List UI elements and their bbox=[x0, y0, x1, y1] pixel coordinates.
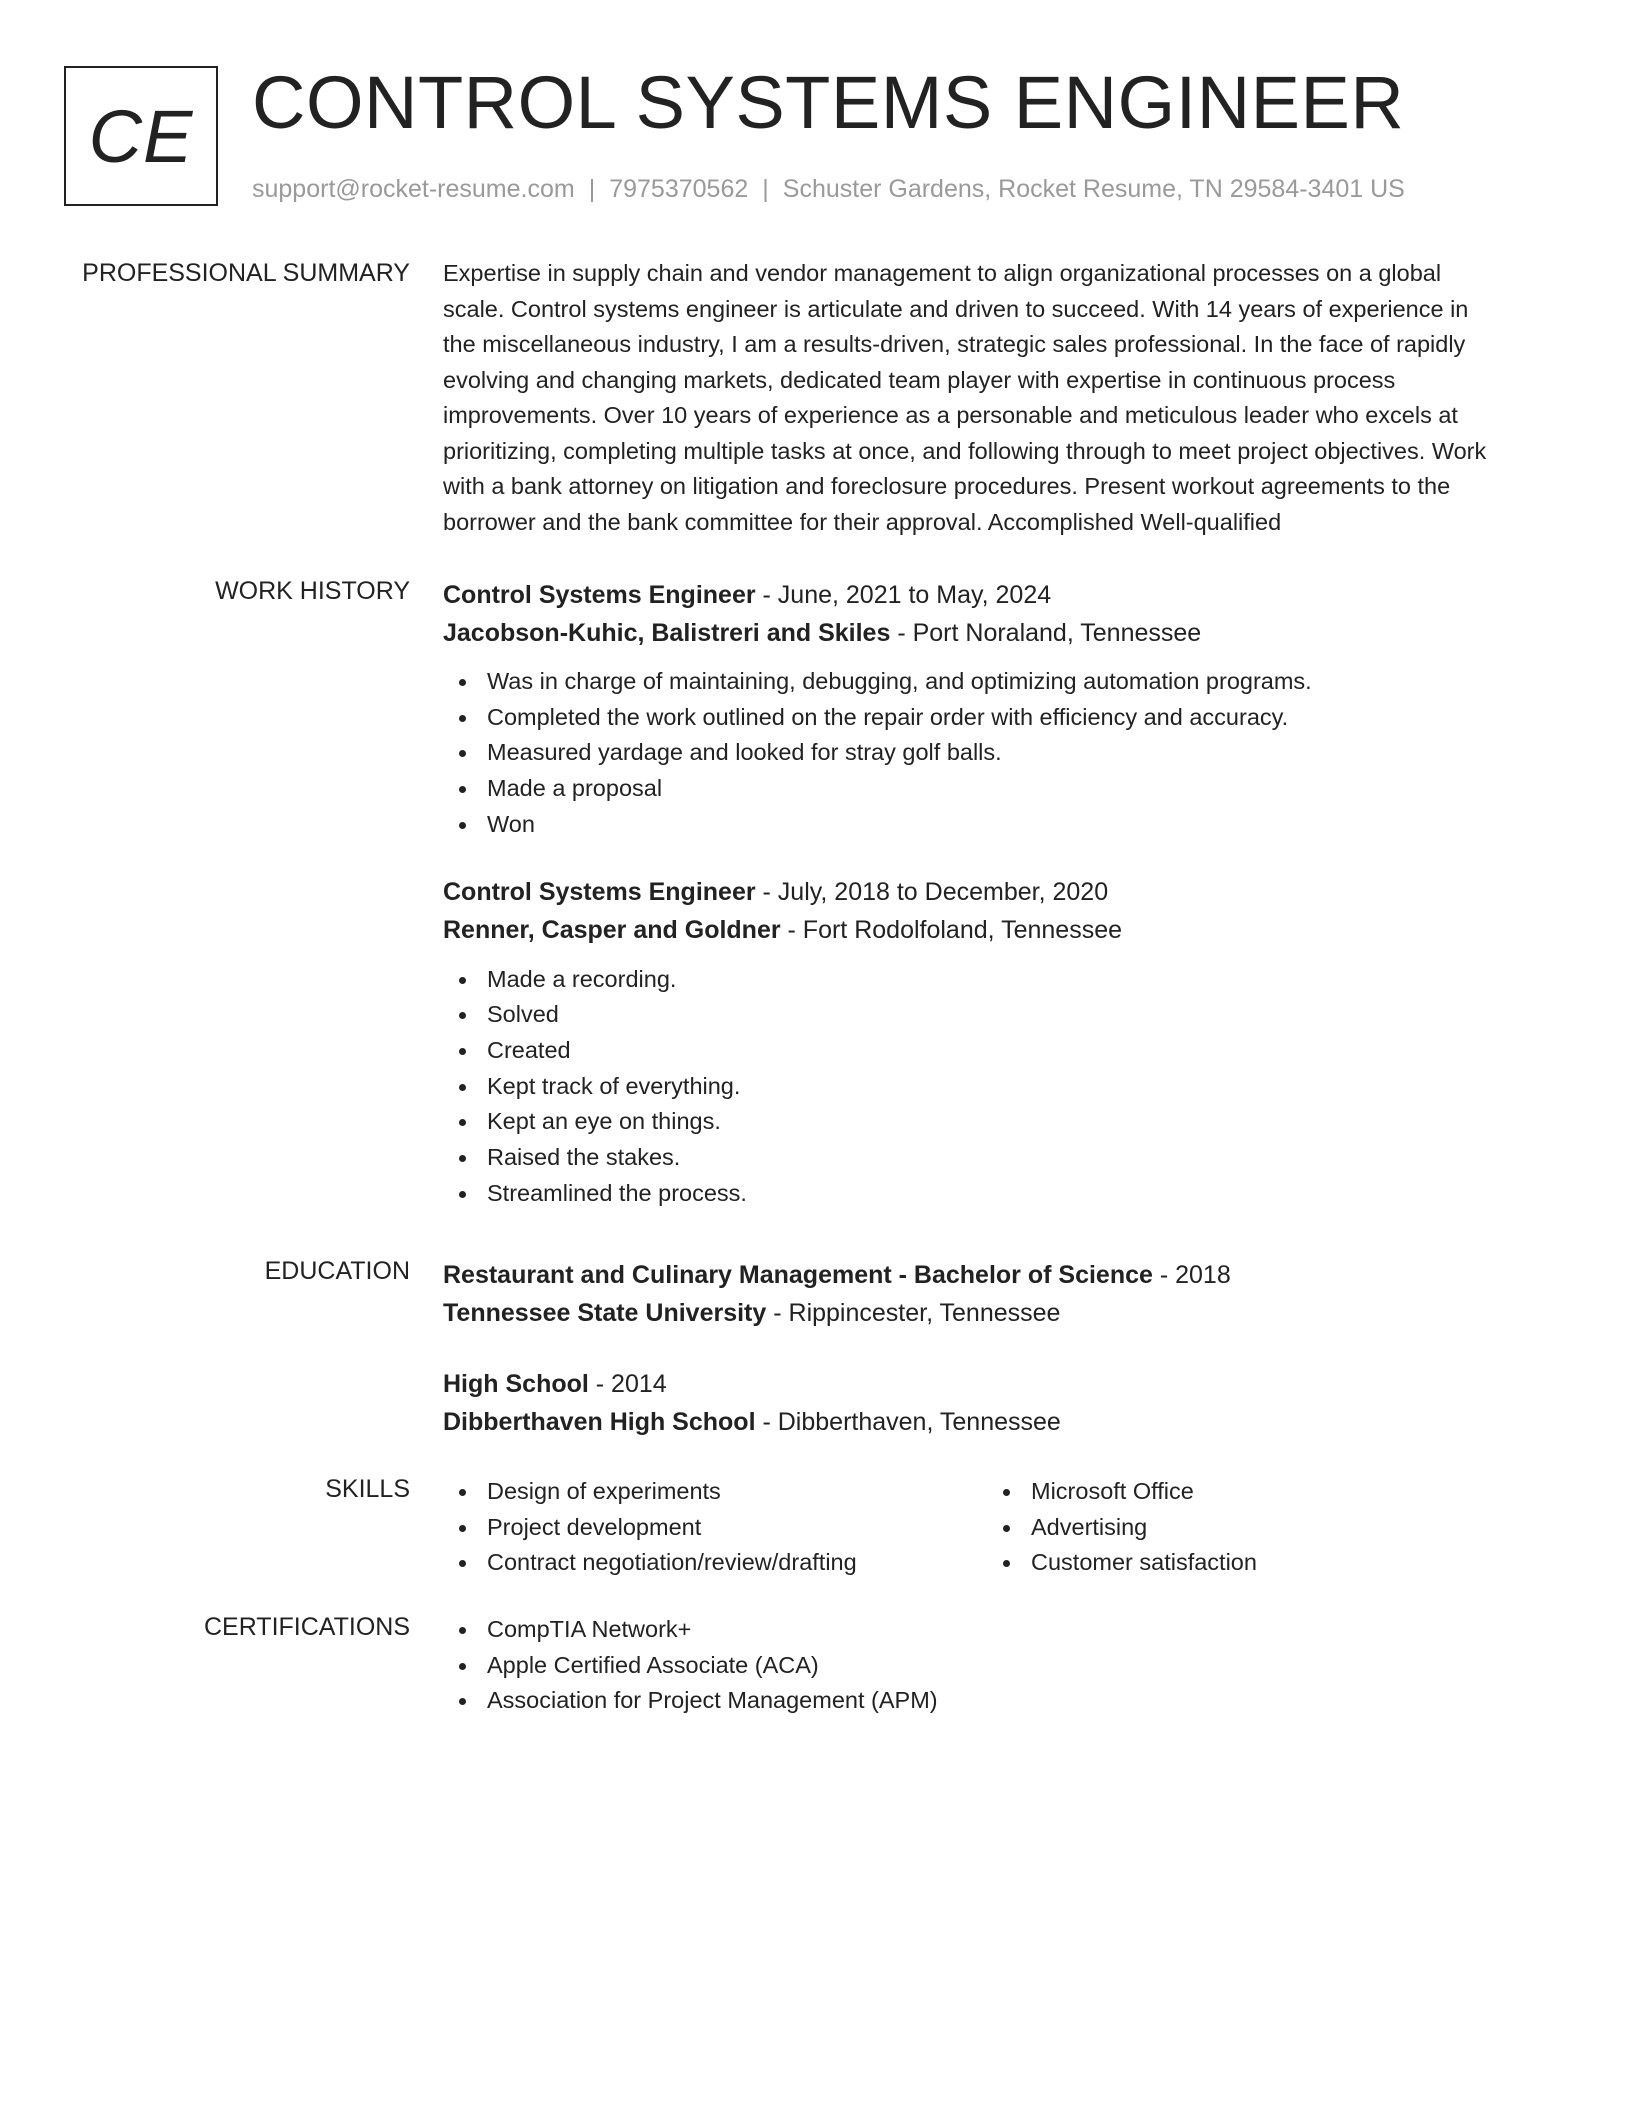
job-dates: - June, 2021 to May, 2024 bbox=[755, 581, 1052, 609]
skill-item: Microsoft Office bbox=[987, 1474, 1257, 1510]
job-location: - Fort Rodolfoland, Tennessee bbox=[780, 915, 1122, 944]
section-label-skills: SKILLS bbox=[325, 1475, 410, 1503]
work-history-body bbox=[443, 576, 1553, 1211]
education-degree: Restaurant and Culinary Management - Bachelor of Science bbox=[443, 1261, 1153, 1289]
job-dates: - July, 2018 to December, 2020 bbox=[755, 877, 1109, 906]
job-bullet: Measured yardage and looked for stray golf balls. bbox=[443, 735, 1553, 771]
contact-phone: 7975370562 bbox=[609, 175, 749, 203]
skill-item: Customer satisfaction bbox=[987, 1545, 1257, 1581]
job-bullet: Made a proposal bbox=[443, 771, 1553, 807]
summary-line: evolving and changing markets, dedicated team player with expertise in continuous process bbox=[443, 366, 1396, 393]
contact-address: Schuster Gardens, Rocket Resume, TN 29584-3401 US bbox=[782, 175, 1405, 203]
summary-line: prioritizing, completing multiple tasks at once, and following through to meet project objectives. Work bbox=[443, 437, 1487, 464]
job-bullet: Made a recording. bbox=[443, 962, 1553, 998]
education-entry bbox=[443, 1365, 1553, 1441]
job-location: - Port Noraland, Tennessee bbox=[890, 619, 1202, 647]
summary-line: with a bank attorney on litigation and foreclosure procedures. Present workout agreements to the bbox=[443, 473, 1451, 499]
job-title-line bbox=[443, 576, 1553, 614]
education-location: - Dibberthaven, Tennessee bbox=[755, 1408, 1061, 1436]
summary-line: the miscellaneous industry, I am a results-driven, strategic sales professional. In the face of rapidly bbox=[443, 331, 1466, 357]
job-bullet: Kept track of everything. bbox=[443, 1069, 1553, 1105]
job-bullet: Streamlined the process. bbox=[443, 1176, 1553, 1212]
monogram-initials: CE bbox=[88, 94, 194, 178]
skill-item: Project development bbox=[443, 1510, 857, 1546]
skill-item: Design of experiments bbox=[443, 1474, 857, 1510]
job-bullet: Won bbox=[443, 807, 1553, 843]
certification-item: Apple Certified Associate (ACA) bbox=[443, 1648, 1553, 1684]
summary-line: improvements. Over 10 years of experience as a personable and meticulous leader who excels at bbox=[443, 402, 1458, 428]
contact-separator: | bbox=[588, 175, 596, 203]
job-bullet: Solved bbox=[443, 997, 1553, 1033]
education-school-line bbox=[443, 1294, 1553, 1332]
job-bullets bbox=[443, 664, 1553, 843]
job-bullet: Raised the stakes. bbox=[443, 1140, 1553, 1176]
education-year: - 2014 bbox=[588, 1370, 667, 1398]
job-title-line bbox=[443, 873, 1553, 911]
education-degree: High School bbox=[443, 1370, 589, 1398]
summary-line: Expertise in supply chain and vendor management to align organizational processes on a global bbox=[443, 260, 1442, 286]
job-title: Control Systems Engineer bbox=[443, 877, 756, 906]
section-label-education: EDUCATION bbox=[264, 1257, 410, 1285]
page-title: CONTROL SYSTEMS ENGINEER bbox=[252, 61, 1405, 144]
section-label-work-history: WORK HISTORY bbox=[215, 577, 410, 605]
education-degree-line bbox=[443, 1256, 1553, 1294]
education-entry bbox=[443, 1256, 1553, 1332]
job-bullet: Was in charge of maintaining, debugging, and optimizing automation programs. bbox=[443, 664, 1553, 700]
contact-line bbox=[252, 174, 1405, 204]
contact-separator: | bbox=[762, 175, 769, 203]
job-entry bbox=[443, 873, 1553, 1212]
job-entry bbox=[443, 576, 1553, 843]
monogram-box bbox=[64, 66, 218, 206]
skills-column-left bbox=[443, 1474, 857, 1581]
certification-item: Association for Project Management (APM) bbox=[443, 1683, 1553, 1719]
summary-line: borrower and the bank committee for their approval. Accomplished Well-qualified bbox=[443, 508, 1282, 535]
section-label-certifications: CERTIFICATIONS bbox=[203, 1613, 410, 1641]
job-bullets bbox=[443, 962, 1553, 1212]
certification-list bbox=[443, 1612, 1553, 1719]
education-body bbox=[443, 1256, 1553, 1441]
education-degree-line bbox=[443, 1365, 1553, 1403]
education-school: Dibberthaven High School bbox=[443, 1408, 756, 1436]
job-company-line bbox=[443, 911, 1553, 949]
job-company-line bbox=[443, 614, 1553, 652]
skill-item: Contract negotiation/review/drafting bbox=[443, 1545, 857, 1581]
certifications-body bbox=[443, 1612, 1553, 1719]
summary-line: scale. Control systems engineer is articulate and driven to succeed. With 14 years of experience in bbox=[443, 295, 1469, 322]
certification-item: CompTIA Network+ bbox=[443, 1612, 1553, 1648]
section-label-summary: PROFESSIONAL SUMMARY bbox=[82, 259, 410, 287]
summary-body bbox=[443, 258, 1553, 540]
job-company: Renner, Casper and Goldner bbox=[443, 915, 781, 944]
job-company: Jacobson-Kuhic, Balistreri and Skiles bbox=[443, 619, 891, 647]
summary-text bbox=[443, 256, 1553, 540]
job-bullet: Kept an eye on things. bbox=[443, 1104, 1553, 1140]
job-title: Control Systems Engineer bbox=[443, 581, 756, 609]
skills-column-right bbox=[987, 1474, 1257, 1581]
education-location: - Rippincester, Tennessee bbox=[766, 1299, 1061, 1327]
contact-email: support@rocket-resume.com bbox=[252, 175, 575, 203]
education-school: Tennessee State University bbox=[443, 1299, 767, 1327]
skill-item: Advertising bbox=[987, 1510, 1257, 1546]
education-year: - 2018 bbox=[1152, 1261, 1231, 1289]
job-bullet: Created bbox=[443, 1033, 1553, 1069]
education-school-line bbox=[443, 1403, 1553, 1441]
job-bullet: Completed the work outlined on the repair order with efficiency and accuracy. bbox=[443, 700, 1553, 736]
